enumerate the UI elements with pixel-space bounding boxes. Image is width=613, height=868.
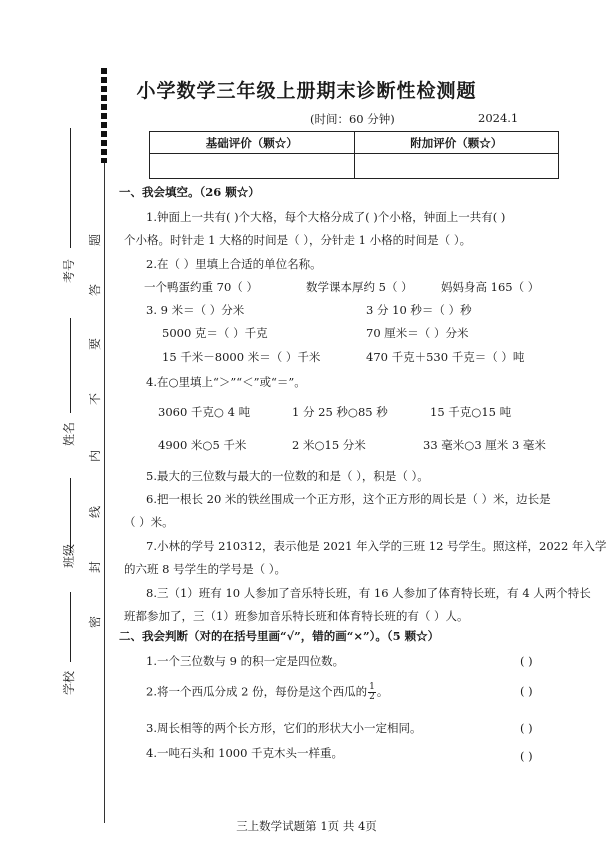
q4-compare-3: 15 千克○15 吨	[430, 405, 512, 419]
q2-prompt: 2.在（ ）里填上合适的单位名称。	[146, 257, 322, 271]
judge-answer-box-4[interactable]: ( )	[520, 749, 533, 763]
q3-item-2: 3 分 10 秒＝（ ）秒	[366, 303, 472, 317]
evaluation-table	[149, 131, 559, 179]
q4-compare-5: 2 米○15 分米	[292, 438, 366, 452]
q6-line2: （ ）米。	[124, 515, 174, 529]
date-info: 2024.1	[478, 111, 519, 125]
page-footer: 三上数学试题第 1页 共 4页	[236, 819, 377, 833]
judge-item-3: 3.周长相等的两个长方形，它们的形状大小一定相同。	[146, 721, 422, 735]
q7-line2: 的六班 8 号学生的学号是（ ）。	[124, 562, 287, 576]
judge-item-1: 1.一个三位数与 9 的积一定是四位数。	[146, 654, 345, 668]
judge-answer-box-3[interactable]: ( )	[520, 721, 533, 735]
q3-item-4: 70 厘米＝（ ）分米	[366, 326, 469, 340]
time-info: (时间：60 分钟)	[310, 112, 395, 126]
q8-line2: 班都参加了，三（1）班参加音乐特长班和体育特长班的有（ ）人。	[124, 609, 469, 623]
q4-prompt: 4.在○里填上“＞”“＜”或“＝”。	[146, 375, 306, 389]
seal-char: 题	[88, 233, 103, 247]
q7-line1: 7.小林的学号 210312，表示他是 2021 年入学的三班 12 号学生。照这样，2022 年入学	[146, 539, 607, 553]
q4-compare-6: 33 毫米○3 厘米 3 毫米	[423, 438, 546, 452]
seal-char: 答	[88, 283, 103, 297]
q3-item-6: 470 千克＋530 千克＝（ ）吨	[366, 350, 525, 364]
judge-item-2: 2.将一个西瓜分成 2 份，每份是这个西瓜的 $\frac{1}{2}$ 。	[146, 682, 389, 702]
xingming-fill-line	[70, 318, 71, 413]
q2-item-duck-egg: 一个鸭蛋约重 70（ ）	[144, 280, 258, 294]
basic-eval-header: 基础评价（颗☆）	[150, 132, 355, 154]
banji-label: 班级	[62, 543, 76, 568]
q3-item-5: 15 千米－8000 米＝（ ）千米	[162, 350, 321, 364]
q4-compare-4: 4900 米○5 千米	[158, 438, 247, 452]
xingming-label: 姓名	[62, 421, 76, 446]
judge-answer-box-1[interactable]: ( )	[520, 654, 533, 668]
q4-compare-1: 3060 千克○ 4 吨	[158, 405, 251, 419]
q6-line1: 6.把一根长 20 米的铁丝围成一个正方形，这个正方形的周长是（ ）米，边长是	[146, 492, 551, 506]
seal-char: 封	[88, 560, 103, 574]
q2-item-mom-height: 妈妈身高 165（ ）	[441, 280, 540, 294]
binding-line	[104, 163, 105, 823]
xuexiao-label: 学校	[62, 670, 76, 695]
judge-item-2-text: 2.将一个西瓜分成 2 份，每份是这个西瓜的	[146, 684, 368, 699]
q1-line1: 1.钟面上一共有( )个大格，每个大格分成了( )个小格，钟面上一共有( )	[146, 210, 506, 224]
q3-item-1: 3. 9 米＝（ ）分米	[146, 303, 245, 317]
q3-item-3: 5000 克＝（ ）千克	[162, 326, 268, 340]
seal-char: 线	[88, 505, 103, 519]
seal-char: 密	[88, 615, 103, 629]
q8-line1: 8.三（1）班有 10 人参加了音乐特长班，有 16 人参加了体育特长班，有 4 人两个特长	[146, 586, 591, 600]
bonus-eval-cell	[354, 154, 559, 179]
bonus-eval-header: 附加评价（颗☆）	[354, 132, 559, 154]
q4-compare-2: 1 分 25 秒○85 秒	[292, 405, 388, 419]
section1-heading: 一、我会填空。（26 颗☆）	[119, 185, 260, 199]
kaohao-fill-line	[70, 128, 71, 248]
fraction-one-half: $\frac{1}{2}$	[369, 682, 375, 702]
seal-char: 内	[88, 449, 103, 463]
page-title: 小学数学三年级上册期末诊断性检测题	[136, 80, 477, 102]
basic-eval-cell	[150, 154, 355, 179]
section2-heading: 二、我会判断（对的在括号里画“√”，错的画“×”）。（5 颗☆）	[119, 629, 440, 643]
kaohao-label: 考号	[62, 258, 76, 283]
q5-line: 5.最大的三位数与最大的一位数的和是（ ），积是（ ）。	[146, 469, 429, 483]
q2-item-textbook: 数学课本厚约 5（ ）	[306, 280, 413, 294]
seal-char: 要	[88, 337, 103, 351]
banji-fill-line	[70, 478, 71, 553]
xuexiao-fill-line	[70, 592, 71, 662]
seal-char: 不	[88, 392, 103, 406]
q1-line2: 个小格。时针走 1 大格的时间是（ ），分针走 1 小格的时间是（ ）。	[124, 233, 472, 247]
judge-answer-box-2[interactable]: ( )	[520, 684, 533, 698]
judge-item-4: 4.一吨石头和 1000 千克木头一样重。	[146, 746, 344, 760]
